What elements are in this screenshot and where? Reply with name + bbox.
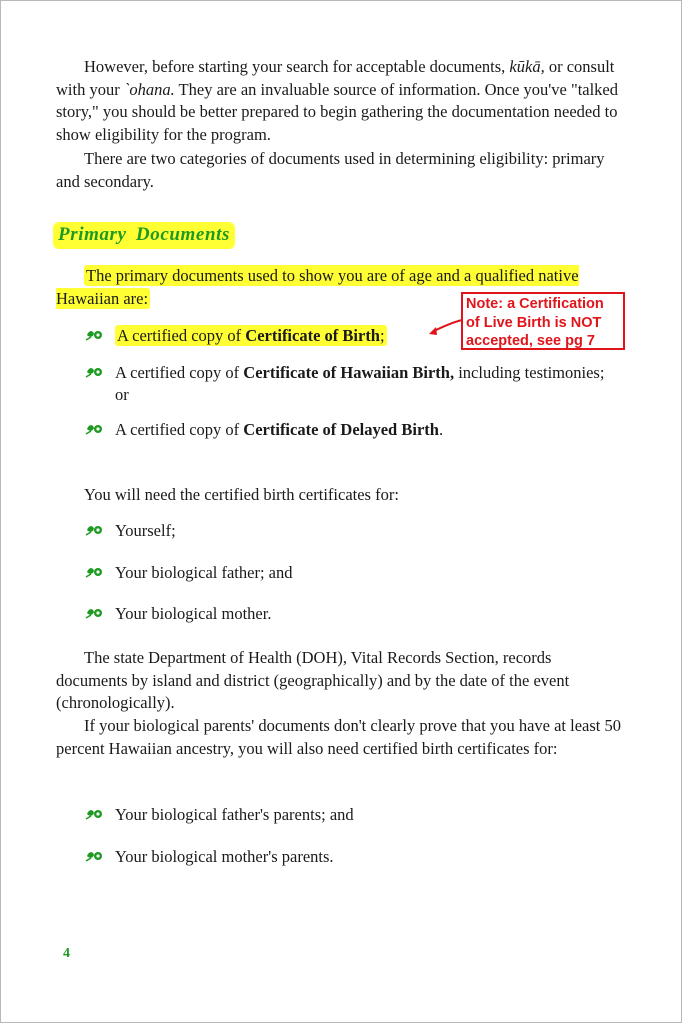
primary-doc-post: . [438,420,444,439]
note-line: accepted, see pg 7 [466,333,595,349]
leaf-bullet-icon [85,365,103,379]
page-number: 4 [63,946,70,961]
self-list-text: Your biological mother. [115,604,272,623]
intro-text-2: There are two categories of documents used in determining eligibility: primary and secondary. [56,149,605,191]
parents-text: If your biological parents' documents don't clearly prove that you have at least 50 percent Hawaiian ancestry, you will also need certified birth certificates for: [56,716,621,758]
leaf-bullet-icon [85,606,103,620]
primary-doc-title: Certificate of Birth [245,326,380,345]
need-certificates-text: You will need the certified birth certificates for: [84,485,399,504]
primary-doc-pre: A certified copy of [117,326,242,345]
primary-doc-post: including testimonies; or [115,363,605,404]
leaf-bullet-icon [85,807,103,821]
ohana-word: `ohana. [123,79,175,99]
grandparents-list-text: Your biological father's parents; and [115,805,354,824]
primary-lead-text: The primary documents used to show you are of age and a qualified native Hawaiian are: [56,266,579,308]
kuka-word: kūkā, [509,57,545,76]
intro-text-a: However, before starting your search for acceptable documents, [84,57,506,76]
need-certificates-paragraph [56,484,626,507]
primary-doc-title: Certificate of Hawaiian Birth, [243,363,455,382]
primary-doc-title: Certificate of Delayed Birth [243,420,439,439]
section-heading: Primary Documents [53,222,235,249]
intro-text-b: or consult with your [56,57,615,99]
self-list-text: Yourself; [115,521,176,540]
leaf-bullet-icon [85,523,103,537]
primary-doc-post: ; [380,326,385,345]
note-line: of Live Birth is NOT [466,314,602,331]
self-list-text: Your biological father; and [115,563,293,582]
note-callout [461,292,625,350]
primary-doc-pre: A certified copy of [115,363,240,382]
primary-doc-pre: A certified copy of [115,420,240,439]
leaf-bullet-icon [85,422,103,436]
leaf-bullet-icon [85,328,103,342]
intro-paragraph-1 [56,56,626,146]
grandparents-list-text: Your biological mother's parents. [115,847,334,866]
intro-paragraph-2 [56,148,626,193]
doh-text: The state Department of Health (DOH), Vital Records Section, records documents by island and district (geographically) and by the date of the event (chronologically). [56,648,570,712]
parents-paragraph [56,715,626,760]
intro-text-c: They are an invaluable source of information. Once you've "talked story," you should be better prepared to begin gathering the documentation needed to show eligibility for the program. [56,79,619,144]
leaf-bullet-icon [85,849,103,863]
note-line: Note: a Certification [466,296,604,312]
doh-paragraph [56,647,626,715]
leaf-bullet-icon [85,565,103,579]
